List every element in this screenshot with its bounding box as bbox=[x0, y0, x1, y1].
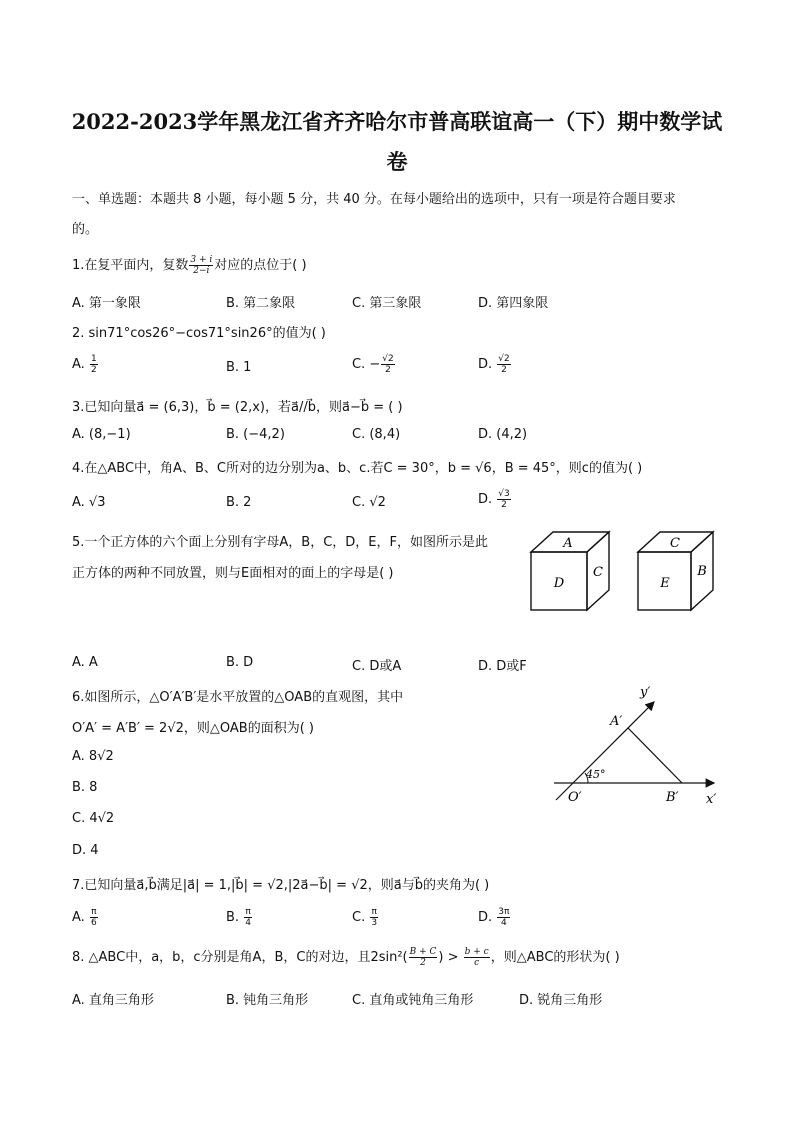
q1-option-b[interactable]: B. 第二象限 bbox=[226, 296, 296, 311]
y-axis-label: y′ bbox=[640, 685, 651, 700]
segment-a-b bbox=[628, 728, 682, 783]
q8-suffix: ，则△ABC的形状为( ) bbox=[490, 950, 620, 965]
question-6-line-2: O′A′ = A′B′ = 2√2，则△OAB的面积为( ) bbox=[72, 721, 314, 736]
question-7: 7.已知向量a⃗,b⃗满足|a⃗| = 1,|b⃗| = √2,|2a⃗−b⃗| = √2，则a⃗与b⃗的夹角为( ) bbox=[72, 878, 490, 893]
cube-1-top-label: A bbox=[563, 536, 573, 551]
q1-suffix: 对应的点位于( ) bbox=[214, 258, 307, 273]
q5-option-b[interactable]: B. D bbox=[226, 655, 254, 670]
cube-2-top-label: C bbox=[670, 536, 680, 551]
q5-option-d[interactable]: D. D或F bbox=[478, 659, 527, 674]
cube-2-front-label: E bbox=[660, 576, 670, 591]
q8-option-d[interactable]: D. 锐角三角形 bbox=[519, 993, 603, 1008]
cube-figures bbox=[528, 528, 724, 616]
q8-fraction-2: $\frac{b + c}{c}$ bbox=[464, 947, 489, 968]
q8-prefix: 8. △ABC中，a，b，c分别是角A，B，C的对边，且2sin²( bbox=[72, 950, 408, 965]
q3-option-b[interactable]: B. (−4,2) bbox=[226, 427, 285, 442]
angle-label: 45° bbox=[586, 768, 606, 781]
q5-option-c[interactable]: C. D或A bbox=[352, 659, 402, 674]
question-5-line-1: 5.一个正方体的六个面上分别有字母A，B，C，D，E，F，如图所示是此 bbox=[72, 535, 488, 550]
q3-option-a[interactable]: A. (8,−1) bbox=[72, 427, 131, 442]
q7-option-c[interactable]: C. $\frac{\pi}{3}$ bbox=[352, 907, 378, 928]
q1-fraction: $\frac{3 + i}{2-i}$ bbox=[190, 255, 213, 276]
point-b-label: B′ bbox=[666, 790, 679, 805]
q4-option-b[interactable]: B. 2 bbox=[226, 495, 252, 510]
q6-option-d[interactable]: D. 4 bbox=[72, 843, 99, 858]
q4-option-c[interactable]: C. √2 bbox=[352, 495, 386, 510]
question-1 bbox=[72, 254, 307, 276]
exam-title bbox=[40, 102, 754, 182]
q1-option-c[interactable]: C. 第三象限 bbox=[352, 296, 422, 311]
q8-fraction-1: $\frac{B + C}{2}$ bbox=[409, 947, 437, 968]
q8-option-a[interactable]: A. 直角三角形 bbox=[72, 993, 154, 1008]
x-axis-label: x′ bbox=[706, 792, 717, 807]
q1-option-a[interactable]: A. 第一象限 bbox=[72, 296, 141, 311]
title-line-2: 卷 bbox=[386, 149, 408, 174]
q5-option-a[interactable]: A. A bbox=[72, 655, 98, 670]
q4-option-d[interactable]: D. $\frac{√3}{2}$ bbox=[478, 489, 510, 510]
q6-option-a[interactable]: A. 8√2 bbox=[72, 749, 114, 764]
q2-option-c[interactable]: C. − $\frac{√2}{2}$ bbox=[352, 354, 394, 375]
q7-option-b[interactable]: B. $\frac{\pi}{4}$ bbox=[226, 907, 251, 928]
point-o-label: O′ bbox=[568, 790, 582, 805]
question-4: 4.在△ABC中，角A、B、C所对的边分别为a、b、c.若C = 30°，b = √6，B = 45°，则c的值为( ) bbox=[72, 461, 643, 476]
q8-option-c[interactable]: C. 直角或钝角三角形 bbox=[352, 993, 474, 1008]
point-a-label: A′ bbox=[610, 714, 623, 729]
title-line-1: 2022-2023学年黑龙江省齐齐哈尔市普高联谊高一（下）期中数学试 bbox=[71, 109, 723, 134]
question-2: 2. sin71°cos26°−cos71°sin26°的值为( ) bbox=[72, 326, 326, 341]
q2-option-a[interactable]: A. $\frac{1}{2}$ bbox=[72, 354, 97, 375]
question-5-line-2: 正方体的两种不同放置，则与E面相对的面上的字母是( ) bbox=[72, 566, 394, 581]
section-instructions-line-2: 的。 bbox=[72, 222, 99, 237]
question-6-line-1: 6.如图所示，△O′A′B′是水平放置的△OAB的直观图，其中 bbox=[72, 690, 404, 705]
q8-option-b[interactable]: B. 钝角三角形 bbox=[226, 993, 309, 1008]
q6-option-b[interactable]: B. 8 bbox=[72, 780, 98, 795]
q1-prefix: 1.在复平面内，复数 bbox=[72, 258, 189, 273]
q4-option-a[interactable]: A. √3 bbox=[72, 495, 106, 510]
q2-option-d[interactable]: D. $\frac{√2}{2}$ bbox=[478, 354, 510, 375]
q3-option-c[interactable]: C. (8,4) bbox=[352, 427, 401, 442]
q1-option-d[interactable]: D. 第四象限 bbox=[478, 296, 549, 311]
question-8 bbox=[72, 946, 620, 968]
cube-1-front-label: D bbox=[553, 576, 565, 591]
section-instructions-line-1: 一、单选题：本题共 8 小题，每小题 5 分，共 40 分。在每小题给出的选项中，只有一项是符合题目要求 bbox=[72, 192, 676, 207]
q8-middle: ) > bbox=[438, 950, 459, 965]
q7-option-a[interactable]: A. $\frac{\pi}{6}$ bbox=[72, 907, 97, 928]
q7-option-d[interactable]: D. $\frac{3\pi}{4}$ bbox=[478, 907, 510, 928]
oblique-triangle-figure bbox=[548, 680, 728, 810]
cube-1-side-label: C bbox=[593, 565, 603, 580]
question-3: 3.已知向量a⃗ = (6,3)，b⃗ = (2,x)，若a⃗//b⃗，则a⃗−b⃗ = ( ) bbox=[72, 400, 403, 415]
cube-2-side-label: B bbox=[697, 564, 707, 579]
q3-option-d[interactable]: D. (4,2) bbox=[478, 427, 528, 442]
q6-option-c[interactable]: C. 4√2 bbox=[72, 811, 115, 826]
q2-option-b[interactable]: B. 1 bbox=[226, 360, 252, 375]
y-axis bbox=[556, 702, 654, 800]
